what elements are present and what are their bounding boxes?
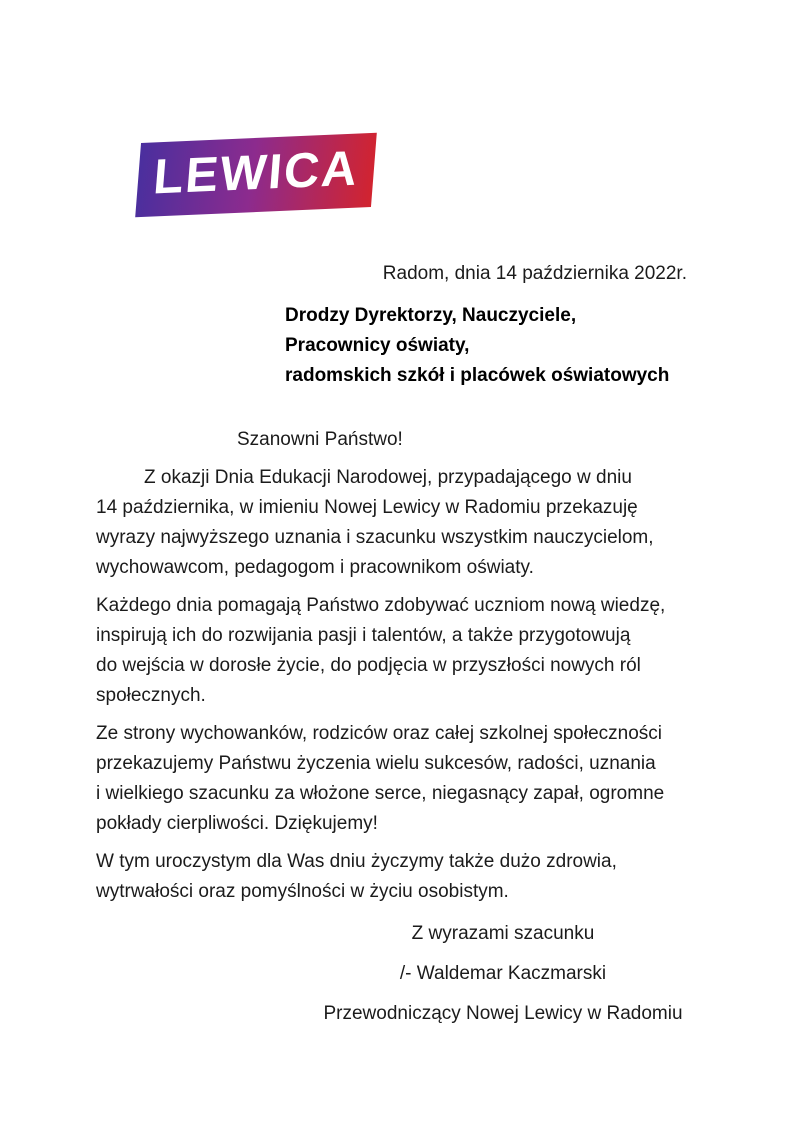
paragraph-line: Każdego dnia pomagają Państwo zdobywać uczniom nową wiedzę, <box>96 595 666 616</box>
paragraph-line: i wielkiego szacunku za włożone serce, niegasnący zapał, ogromne <box>96 783 665 804</box>
signature-name: /- Waldemar Kaczmarski <box>399 963 607 984</box>
paragraph-line: wyrazy najwyższego uznania i szacunku wszystkim nauczycielom, <box>96 527 654 548</box>
addressee-line: Drodzy Dyrektorzy, Nauczyciele, <box>285 305 577 326</box>
addressee-line: radomskich szkół i placówek oświatowych <box>285 365 670 386</box>
paragraph-3 <box>96 719 697 839</box>
addressee-line: Pracownicy oświaty, <box>285 335 470 356</box>
paragraph-line: inspirują ich do rozwijania pasji i talentów, a także przygotowują <box>96 625 631 646</box>
signature-block <box>308 919 698 1029</box>
paragraph-line: wychowawcom, pedagogom i pracownikom oświaty. <box>96 557 534 578</box>
paragraph-line: Ze strony wychowanków, rodziców oraz całej szkolnej społeczności <box>96 723 663 744</box>
paragraph-line: W tym uroczystym dla Was dniu życzymy także dużo zdrowia, <box>96 851 617 872</box>
addressee-block <box>285 301 697 391</box>
paragraph-line: przekazujemy Państwu życzenia wielu sukcesów, radości, uznania <box>96 753 656 774</box>
closing: Z wyrazami szacunku <box>411 923 595 944</box>
paragraph-2 <box>96 591 697 711</box>
signature-title: Przewodniczący Nowej Lewicy w Radomiu <box>323 1003 683 1024</box>
paragraph-line: pokłady cierpliwości. Dziękujemy! <box>96 813 378 834</box>
dateline: Radom, dnia 14 października 2022r. <box>382 263 687 284</box>
paragraph-line: społecznych. <box>96 685 206 706</box>
paragraph-line: do wejścia w dorosłe życie, do podjęcia w przyszłości nowych ról <box>96 655 641 676</box>
paragraph-line: Z okazji Dnia Edukacji Narodowej, przypadającego w dniu <box>144 467 632 488</box>
paragraph-1 <box>96 463 697 583</box>
paragraph-4 <box>96 847 697 907</box>
salutation: Szanowni Państwo! <box>237 429 403 450</box>
letter-body <box>96 0 697 1029</box>
lewica-logo-wordmark: LEWICA <box>151 141 361 205</box>
paragraph-line: wytrwałości oraz pomyślności w życiu osobistym. <box>96 881 509 902</box>
paragraph-line: 14 października, w imieniu Nowej Lewicy w Radomiu przekazuję <box>96 497 638 518</box>
